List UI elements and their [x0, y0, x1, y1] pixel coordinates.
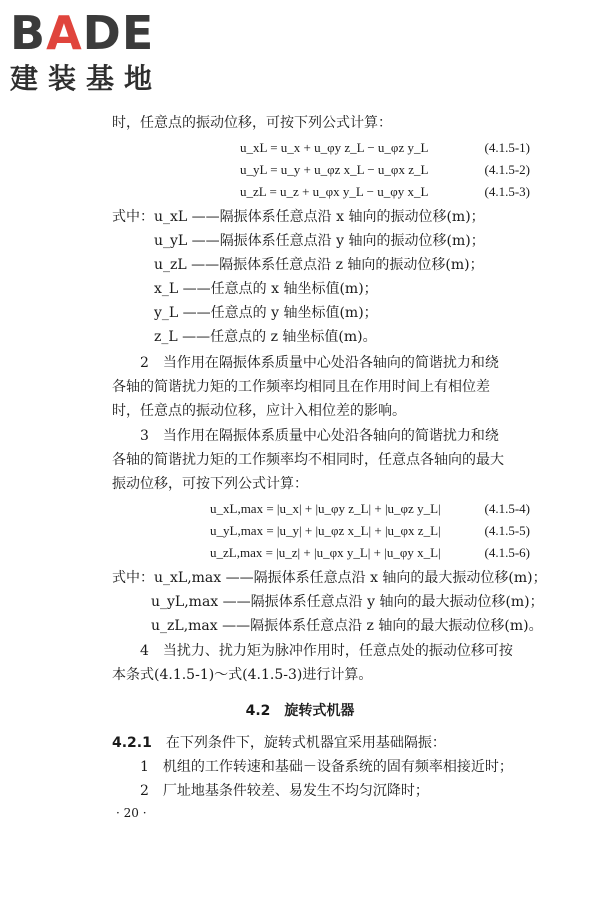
definition-text: 任意点的 y 轴坐标值(m)；: [210, 305, 378, 321]
paragraph-line: 时，任意点的振动位移，应计入相位差的影响。: [112, 403, 406, 419]
formula-2: u_yL = u_y + u_φz x_L − u_φx z_L: [240, 162, 429, 177]
definition-symbol: u_zL,max ——: [151, 618, 251, 634]
equation-number-4: (4.1.5-4): [484, 501, 530, 516]
definition-text: 隔振体系任意点沿 y 轴向的振动位移(m)；: [219, 233, 485, 249]
formula-5: u_yL,max = |u_y| + |u_φz x_L| + |u_φx z_L|: [210, 523, 441, 538]
logo-tagline: 建装基地: [10, 62, 163, 95]
definition-symbol: u_yL,max ——: [151, 594, 251, 610]
clause-item: 2 厂址地基条件较差、易发生不均匀沉降时；: [140, 783, 429, 799]
paragraph-line: 各轴的简谐扰力矩的工作频率均不相同时，任意点各轴向的最大: [112, 452, 504, 468]
definition-row: [154, 278, 378, 300]
intro-text: 时，任意点的振动位移，可按下列公式计算：: [112, 115, 392, 131]
equation-number-1: (4.1.5-1): [484, 140, 530, 155]
definition-text: 隔振体系任意点沿 x 轴向的振动位移(m)；: [219, 209, 485, 225]
definition-text: 任意点的 x 轴坐标值(m)；: [210, 281, 378, 297]
paragraph-line: 振动位移，可按下列公式计算：: [112, 476, 308, 492]
paragraph-line: 各轴的简谐扰力矩的工作频率均相同且在作用时间上有相位差: [112, 379, 490, 395]
formula-6: u_zL,max = |u_z| + |u_φx y_L| + |u_φy x_L|: [210, 545, 441, 560]
paragraph-line: 4 当扰力、扰力矩为脉冲作用时，任意点处的振动位移可按: [140, 643, 513, 659]
clause-text: 在下列条件下，旋转式机器宜采用基础隔振：: [165, 735, 446, 751]
definition-symbol: y_L ——: [154, 305, 211, 321]
definition-row: [151, 591, 544, 613]
definition-row: [154, 230, 485, 252]
definition-text: 任意点的 z 轴坐标值(m)。: [210, 329, 377, 345]
formula-1: u_xL = u_x + u_φy z_L − u_φz y_L: [240, 140, 429, 155]
paragraph-line: 3 当作用在隔振体系质量中心处沿各轴向的简谐扰力和绕: [140, 428, 499, 444]
definition-row: [112, 567, 547, 589]
definition-text: 隔振体系任意点沿 z 轴向的最大振动位移(m)。: [250, 618, 543, 634]
definition-symbol: u_yL ——: [154, 233, 220, 249]
definition-symbol: 式中：u_xL ——: [112, 209, 220, 225]
page-number: · 20 ·: [116, 806, 147, 820]
paragraph-line: 2 当作用在隔振体系质量中心处沿各轴向的简谐扰力和绕: [140, 355, 499, 371]
clause-number: 4.2.1: [112, 735, 152, 751]
definition-row: [154, 254, 484, 276]
equation-number-3: (4.1.5-3): [484, 184, 530, 199]
definition-row: [151, 615, 543, 637]
equation-number-2: (4.1.5-2): [484, 162, 530, 177]
definition-symbol: 式中：u_xL,max ——: [112, 570, 254, 586]
logo-brand-line: BADE: [10, 6, 155, 60]
clause-item: 1 机组的工作转速和基础－设备系统的固有频率相接近时；: [140, 759, 513, 775]
definition-text: 隔振体系任意点沿 y 轴向的最大振动位移(m)；: [250, 594, 544, 610]
logo: [10, 8, 190, 96]
definition-row: [154, 302, 378, 324]
definition-row: [154, 326, 377, 348]
definition-text: 隔振体系任意点沿 z 轴向的振动位移(m)；: [219, 257, 484, 273]
formula-3: u_zL = u_z + u_φx y_L − u_φy x_L: [240, 184, 429, 199]
paragraph-line: 本条式(4.1.5-1)～式(4.1.5-3)进行计算。: [112, 667, 373, 683]
equation-number-6: (4.1.5-6): [484, 545, 530, 560]
definition-symbol: z_L ——: [154, 329, 211, 345]
section-heading: 4.2 旋转式机器: [245, 703, 355, 719]
definition-text: 隔振体系任意点沿 x 轴向的最大振动位移(m)；: [253, 570, 547, 586]
formula-4: u_xL,max = |u_x| + |u_φy z_L| + |u_φz y_L|: [210, 501, 441, 516]
equation-number-5: (4.1.5-5): [484, 523, 530, 538]
definition-symbol: u_zL ——: [154, 257, 220, 273]
clause-line: [112, 732, 446, 754]
definition-symbol: x_L ——: [154, 281, 211, 297]
definition-row: [112, 206, 485, 228]
